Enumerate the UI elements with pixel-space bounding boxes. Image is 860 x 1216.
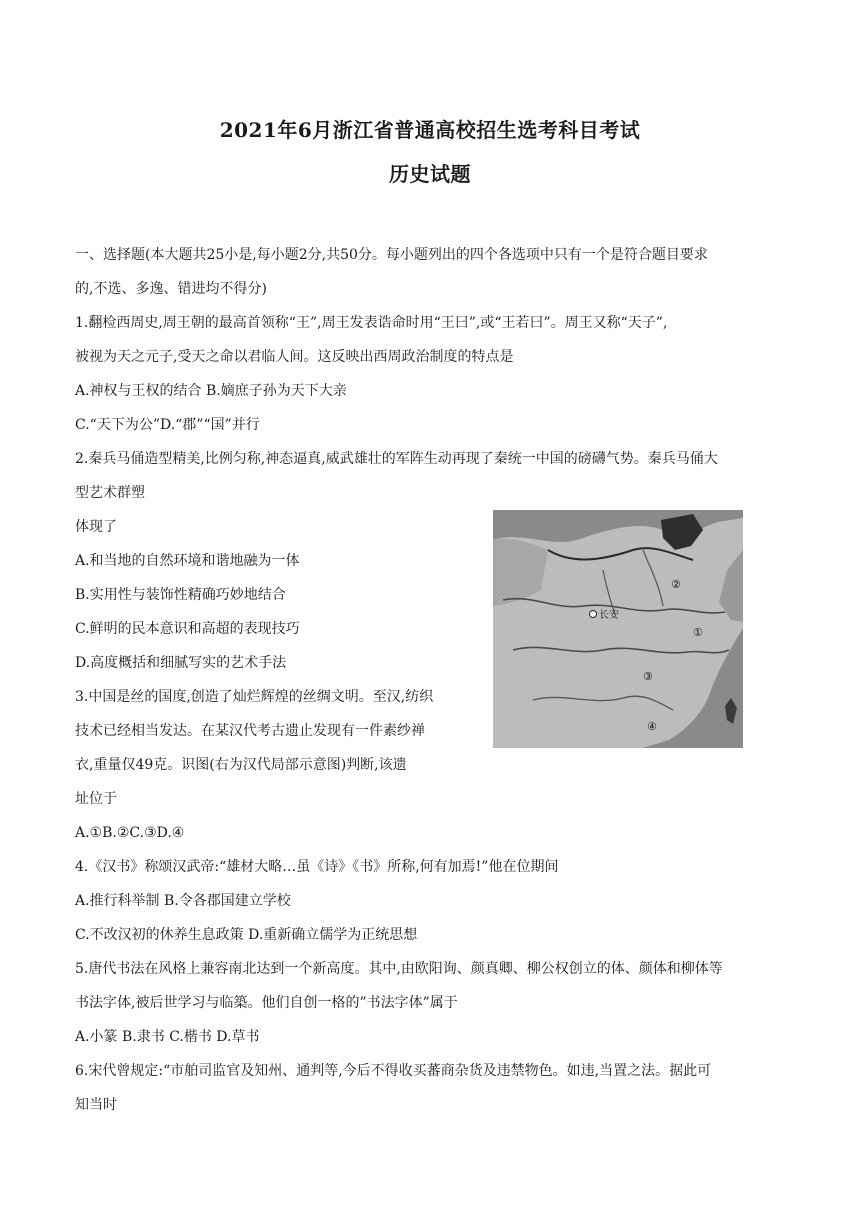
body-line: 址位于 bbox=[75, 791, 117, 807]
body-line: B.实用性与装饰性精确巧妙地结合 bbox=[75, 587, 286, 603]
body-line: 4.《汉书》称颂汉武帝:“雄材大略…虽《诗》《书》所称,何有加焉!”他在位期间 bbox=[75, 859, 559, 875]
exam-subtitle: 历史试题 bbox=[389, 162, 471, 186]
body-line: 1.翻检西周史,周王朝的最高首领称“王”,周王发表诰命时用“王曰”,或“王若曰”。周王又称“天子”, bbox=[75, 315, 668, 331]
body-line: C.不改汉初的休养生息政策 D.重新确立儒学为正统思想 bbox=[75, 927, 418, 943]
body-line: 技术已经相当发达。在某汉代考古遗止发现有一件素纱禅 bbox=[75, 723, 425, 739]
body-line: 知当时 bbox=[75, 1097, 117, 1113]
body-line: 一、选择题(本大题共25小是,每小题2分,共50分。每小题列出的四个各选项中只有一个是符合题目要求 bbox=[75, 247, 708, 263]
body-line: 6.宋代曾规定:“市舶司监官及知州、通判等,今后不得收买蕃商杂货及违禁物色。如违,当置之法。据此可 bbox=[75, 1063, 712, 1079]
body-line: 5.唐代书法在风格上兼容南北达到一个新高度。其中,由欧阳询、颜真卿、柳公权创立的体、颜体和柳体等 bbox=[75, 961, 723, 977]
body-line: C.“天下为公”D.“郡”“国”并行 bbox=[75, 417, 260, 433]
body-line: 的,不选、多逸、错进均不得分) bbox=[75, 281, 267, 297]
body-line: 被视为天之元子,受天之命以君临人间。这反映出西周政治制度的特点是 bbox=[75, 349, 514, 365]
body-line: A.小篆 B.隶书 C.楷书 D.草书 bbox=[75, 1029, 260, 1045]
body-line: 2.秦兵马俑造型精美,比例匀称,神态逼真,威武雄壮的军阵生动再现了秦统一中国的磅礴气势。秦兵马俑大 bbox=[75, 451, 718, 467]
map-marker-3: ③ bbox=[643, 670, 653, 683]
body-line: A.神权与王权的结合 B.嫡庶子孙为天下大亲 bbox=[75, 383, 347, 399]
exam-title: 2021年6月浙江省普通高校招生选考科目考试 bbox=[219, 118, 641, 142]
body-line: 3.中国是丝的国度,创造了灿烂辉煌的丝绸文明。至汉,纺织 bbox=[75, 689, 434, 705]
body-line: 书法字体,被后世学习与临築。他们自创一格的”书法字体”属于 bbox=[75, 995, 458, 1011]
body-line: A.和当地的自然环境和谐地融为一体 bbox=[75, 553, 300, 569]
body-line: 型艺术群塑 bbox=[75, 485, 145, 501]
body-line: 衣,重量仅49克。识图(右为汉代局部示意图)判断,该遗 bbox=[75, 757, 407, 773]
map-marker-2: ② bbox=[671, 578, 681, 591]
body-line: D.高度概括和细腻写实的艺术手法 bbox=[75, 655, 287, 671]
body-line: A.①B.②C.③D.④ bbox=[75, 825, 185, 841]
map-label-changan: 长安 bbox=[599, 610, 619, 621]
body-line: A.推行科举制 B.令各郡国建立学校 bbox=[75, 893, 291, 909]
body-line: 体现了 bbox=[75, 519, 117, 535]
map-marker-4: ④ bbox=[647, 720, 657, 733]
body-line: C.鲜明的民本意识和高超的表现技巧 bbox=[75, 621, 300, 637]
map-marker-1: ① bbox=[693, 626, 703, 639]
han-dynasty-map bbox=[493, 510, 743, 748]
